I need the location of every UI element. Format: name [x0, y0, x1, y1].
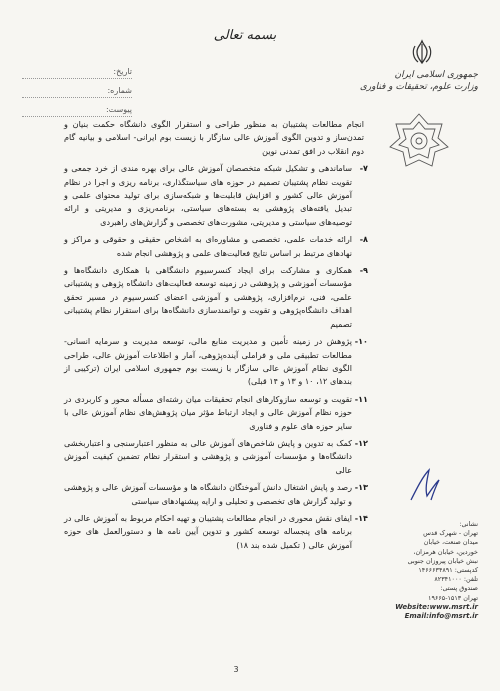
address-line: نبش خیابان پیروزان جنوبی — [407, 556, 478, 565]
bismillah-heading: بسمه تعالی — [213, 28, 277, 43]
pobox-value: تهران ۱۵۱۳-۱۹۶۶۵ — [428, 593, 478, 602]
ornament-icon — [388, 112, 450, 172]
item-number: ۷- — [359, 163, 368, 174]
address-line: خوردین، خیابان هرمزان، — [413, 547, 478, 556]
address-line: تهران - شهرک قدس — [423, 529, 478, 538]
website-link[interactable]: Website:www.msrt.ir — [395, 602, 478, 611]
item-text: تقویت و توسعه سازوکارهای انجام تحقیقات میان رشته‌ای مسأله محور و کاربردی در حوزه نظام آموزش عالی و ایجاد ارتباط مؤثر میان پژوهش‌های نظام آموزش عالی با سایر حوزه های علوم و فناوری — [64, 393, 352, 431]
item-number: ۱۳- — [354, 482, 368, 493]
list-item — [64, 233, 368, 260]
number-colon: : — [107, 86, 111, 95]
address-label: نشانی: — [459, 520, 478, 528]
item-text: ساماندهی و تشکیل شبکه متخصصان آموزش عالی برای بهره مندی از خرد جمعی و تقویت نظام پشتیبان تصمیم در حوزه های سیاستگذاری، برنامه ریزی و اجرا در نظام آموزش عالی کشور و افزایش قابلیت‌ها و شبکه‌سازی برای تولید محتوای علمی و تبدیل یافته‌های پژوهشی به بسته‌های سیاستی، برنامه‌ریزی و مدیریتی و ارائه توصیه‌های سیاستی و مدیریتی، مشورت‌های تخصصی و گزارش‌های راهبردی — [64, 163, 352, 227]
number-row — [22, 81, 132, 98]
date-label: تاریخ — [116, 67, 132, 76]
list-item — [64, 512, 368, 552]
attachment-row — [22, 100, 132, 117]
item-number: ۸- — [359, 234, 368, 245]
item-text: ایفای نقش محوری در انجام مطالعات پشتیبان و تهیه احکام مربوط به آموزش عالی در برنامه های پنجساله توسعه کشور و تدوین آیین نامه ها و دستورالعمل های حوزه آموزش عالی ( تکمیل شده بند ۱۸) — [64, 512, 352, 550]
item-number: ۱۱- — [354, 393, 368, 404]
pobox-label: صندوق پستی: — [440, 584, 478, 593]
item-text: انجام مطالعات پشتیبان به منظور طراحی و استقرار الگوی دانشگاه حکمت بنیان و تمدن‌ساز و تدوین الگوی آموزش عالی سازگار با زیست بوم ایرانی- اسلامی و بیانیه گام دوم انقلاب در افق تمدنی نوین — [64, 119, 364, 156]
org-name-line1: جمهوری اسلامی ایران — [394, 70, 478, 80]
signature-icon — [405, 466, 445, 506]
phone-number: تلفن: ۸۲۳۴۱۰۰۰ — [434, 575, 478, 584]
address-line: میدان صنعت، خیابان — [423, 538, 478, 547]
list-item — [64, 481, 368, 508]
list-item — [64, 437, 368, 477]
contact-block — [370, 520, 478, 621]
list-item — [64, 162, 368, 229]
letter-meta — [22, 62, 132, 119]
list-item — [64, 335, 368, 389]
list-item — [64, 393, 368, 433]
item-number: ۹- — [359, 265, 368, 276]
item-number: ۱۴- — [354, 512, 368, 523]
attachment-label: پیوست — [108, 105, 132, 114]
item-number: ۱۰- — [354, 336, 368, 347]
list-item — [64, 118, 364, 158]
item-text: ارائه خدمات علمی، تخصصی و مشاوره‌ای به اشخاص حقیقی و حقوقی و مراکز و نهادهای مرتبط بر اساس نتایج فعالیت‌های علمی و پژوهشی انجام شده — [64, 234, 352, 258]
email-link[interactable]: Email:info@msrt.ir — [404, 612, 478, 621]
item-number: ۱۲- — [354, 437, 368, 448]
page-number: 3 — [233, 665, 239, 674]
iran-emblem-icon — [408, 38, 436, 66]
item-text: همکاری و مشارکت برای ایجاد کنسرسیوم دانشگاهی با همکاری دانشگاه‌ها و مؤسسات آموزشی و پژوهشی در زمینه توسعه فعالیت‌های دانشگاه پژوهی و پشتیبانی علمی، فنی، نرم‌افزاری، پژوهشی و آموزشی اعضای کنسرسیوم در مسیر تحقق اهداف دانشگاه‌پژوهی و تقویت و توانمندسازی دانشگاه‌ها برای استقرار نظام پشتیبانی تصمیم — [64, 265, 352, 329]
list-item — [64, 264, 368, 331]
item-text: رصد و پایش اشتغال دانش آموختگان دانشگاه ها و مؤسسات آموزش عالی و پژوهشی و تولید گزارش های تخصصی و تحلیلی و ارایه پیشنهادهای سیاستی — [64, 482, 352, 506]
item-text: کمک به تدوین و پایش شاخص‌های آموزش عالی به منظور اعتبارسنجی و اعتباربخشی دانشگاه‌ها و مؤسسات آموزشی و پژوهشی و استقرار نظام تضمین کیفیت آموزش عالی — [64, 437, 352, 475]
postal-code: کدپستی: ۱۴۶۶۶۳۴۸۹۱ — [418, 566, 478, 575]
date-colon: : — [113, 67, 117, 76]
attachment-colon: : — [105, 105, 109, 114]
org-name-line2: وزارت علوم، تحقیقات و فناوری — [359, 82, 478, 92]
date-row — [22, 62, 132, 79]
number-label: شماره — [110, 86, 132, 95]
letter-body — [64, 118, 368, 556]
item-text: پژوهش در زمینه تأمین و مدیریت منابع مالی، توسعه مدیریت و سرمایه انسانی- مطالعات تطبیقی ملی و فراملی آینده‌پژوهی، آمار و اطلاعات آموزش عالی، طراحی الگوی نظام آموزش عالی سازگار با زیست بوم جمهوری اسلامی ایران (ترکیبی از بندهای ۱۲، ۱۰ و ۱۳ و ۱۴ قبلی) — [64, 336, 352, 387]
